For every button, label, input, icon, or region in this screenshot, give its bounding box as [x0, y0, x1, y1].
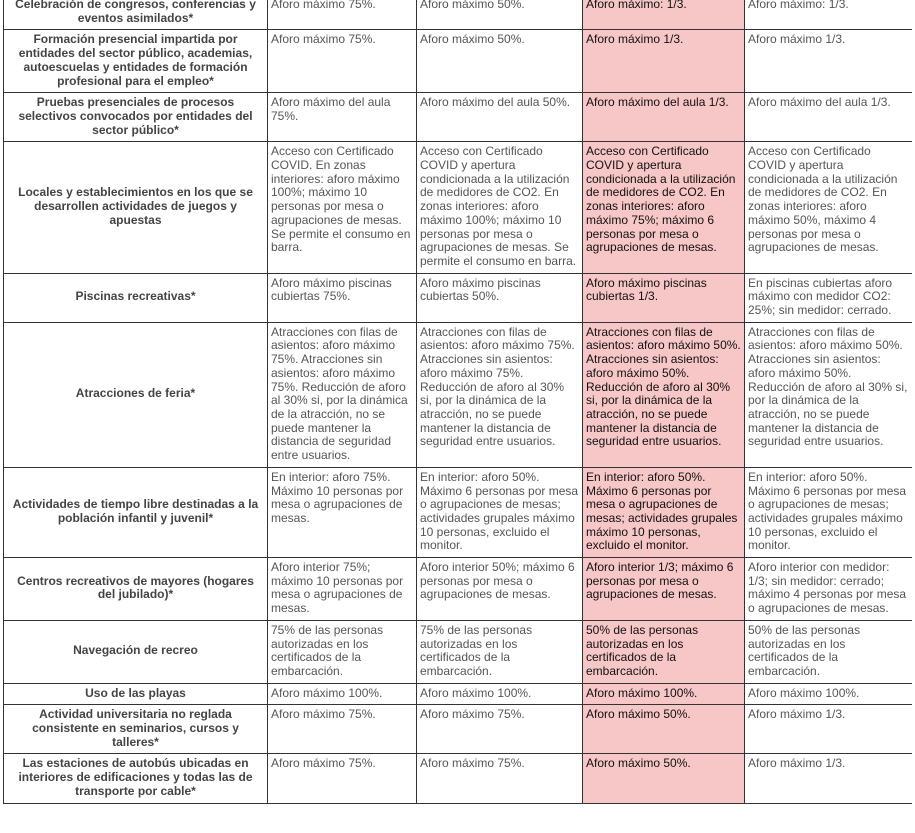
table-row	[4, 558, 913, 621]
activity-cell: Navegación de recreo	[4, 620, 268, 683]
level-4-cell: Acceso con Certificado COVID y apertura condicionada a la utilización de medidores de CO2. En zonas interiores: aforo máximo 50%, máximo 4 personas por mesa o agrupaciones de mesas.	[745, 142, 913, 273]
level-1-cell: Acceso con Certificado COVID. En zonas interiores: aforo máximo 100%; máximo 10 personas por mesa o agrupaciones de mesas. Se permite el consumo en barra.	[268, 142, 417, 273]
activity-cell: Piscinas recreativas*	[4, 273, 268, 322]
level-4-cell: Aforo máximo 1/3.	[745, 705, 913, 754]
level-1-cell: Aforo máximo 100%.	[268, 683, 417, 705]
level-3-cell-highlighted: Acceso con Certificado COVID y apertura condicionada a la utilización de medidores de CO2. En zonas interiores: aforo máximo 75%; máximo 6 personas por mesa o agrupaciones de mesas.	[583, 142, 745, 273]
level-2-cell: Aforo máximo 50%.	[417, 30, 583, 93]
table-row	[4, 683, 913, 705]
activity-cell: Actividad universitaria no reglada consistente en seminarios, cursos y talleres*	[4, 705, 268, 754]
level-1-cell: Aforo máximo piscinas cubiertas 75%.	[268, 273, 417, 322]
level-2-cell: Aforo máximo 75%.	[417, 754, 583, 803]
level-1-cell: Atracciones con filas de asientos: aforo máximo 75%. Atracciones sin asientos: aforo máximo 75%. Reducción de aforo al 30% si, por la dinámica de la atracción, no se puede mantener la distancia de seguridad entre usuarios.	[268, 322, 417, 467]
table-row	[4, 620, 913, 683]
level-1-cell: Aforo máximo del aula 75%.	[268, 93, 417, 142]
level-1-cell: Aforo máximo 75%.	[268, 705, 417, 754]
level-1-cell: Aforo interior 75%; máximo 10 personas por mesa o agrupaciones de mesas.	[268, 558, 417, 621]
level-4-cell: Aforo máximo 1/3.	[745, 30, 913, 93]
activity-cell: Actividades de tiempo libre destinadas a la población infantil y juvenil*	[4, 467, 268, 557]
table-row	[4, 93, 913, 142]
level-4-cell: En piscinas cubiertas aforo máximo con medidor CO2: 25%; sin medidor: cerrado.	[745, 273, 913, 322]
level-2-cell: Atracciones con filas de asientos: aforo máximo 75%. Atracciones sin asientos: aforo máximo 75%. Reducción de aforo al 30% si, por la dinámica de la atracción, no se puede mantener la distancia de seguridad entre usuarios.	[417, 322, 583, 467]
table-row	[4, 322, 913, 467]
level-2-cell: Acceso con Certificado COVID y apertura condicionada a la utilización de medidores de CO2. En zonas interiores: aforo máximo 100%; máximo 10 personas por mesa o agrupaciones de mesas. Se permite el consumo en barra.	[417, 142, 583, 273]
level-2-cell: Aforo máximo del aula 50%.	[417, 93, 583, 142]
level-2-cell: Aforo máximo 50%.	[417, 0, 583, 30]
activity-cell: Locales y establecimientos en los que se desarrollen actividades de juegos y apuestas	[4, 142, 268, 273]
level-3-cell-highlighted: Aforo máximo del aula 1/3.	[583, 93, 745, 142]
level-3-cell-highlighted: 50% de las personas autorizadas en los certificados de la embarcación.	[583, 620, 745, 683]
level-1-cell: 75% de las personas autorizadas en los certificados de la embarcación.	[268, 620, 417, 683]
activity-cell: Pruebas presenciales de procesos selectivos convocados por entidades del sector público*	[4, 93, 268, 142]
table-row	[4, 0, 913, 30]
level-1-cell: Aforo máximo 75%.	[268, 754, 417, 803]
level-3-cell-highlighted: Aforo máximo: 1/3.	[583, 0, 745, 30]
level-3-cell-highlighted: Aforo máximo 50%.	[583, 705, 745, 754]
level-1-cell: Aforo máximo 75%.	[268, 30, 417, 93]
activity-cell: Celebración de congresos, conferencias y eventos asimilados*	[4, 0, 268, 30]
level-3-cell-highlighted: Aforo máximo piscinas cubiertas 1/3.	[583, 273, 745, 322]
level-3-cell-highlighted: En interior: aforo 50%. Máximo 6 personas por mesa o agrupaciones de mesas; actividades grupales máximo 10 personas, excluido el monitor.	[583, 467, 745, 557]
table-row	[4, 705, 913, 754]
table-row	[4, 754, 913, 803]
activity-cell: Atracciones de feria*	[4, 322, 268, 467]
level-2-cell: 75% de las personas autorizadas en los certificados de la embarcación.	[417, 620, 583, 683]
level-2-cell: Aforo interior 50%; máximo 6 personas por mesa o agrupaciones de mesas.	[417, 558, 583, 621]
table-row	[4, 467, 913, 557]
level-4-cell: Aforo interior con medidor: 1/3; sin medidor: cerrado; máximo 4 personas por mesa o agrupaciones de mesas.	[745, 558, 913, 621]
level-4-cell: Aforo máximo 100%.	[745, 683, 913, 705]
level-1-cell: En interior: aforo 75%. Máximo 10 personas por mesa o agrupaciones de mesas.	[268, 467, 417, 557]
level-4-cell: Aforo máximo del aula 1/3.	[745, 93, 913, 142]
level-2-cell: En interior: aforo 50%. Máximo 6 personas por mesa o agrupaciones de mesas; actividades grupales máximo 10 personas, excluido el monitor.	[417, 467, 583, 557]
table-row	[4, 142, 913, 273]
level-3-cell-highlighted: Atracciones con filas de asientos: aforo máximo 50%. Atracciones sin asientos: aforo máximo 50%. Reducción de aforo al 30% si, por la dinámica de la atracción, no se puede mantener la distancia de seguridad entre usuarios.	[583, 322, 745, 467]
level-2-cell: Aforo máximo piscinas cubiertas 50%.	[417, 273, 583, 322]
level-4-cell: Aforo máximo 1/3.	[745, 754, 913, 803]
level-3-cell-highlighted: Aforo máximo 1/3.	[583, 30, 745, 93]
level-4-cell: 50% de las personas autorizadas en los certificados de la embarcación.	[745, 620, 913, 683]
level-4-cell: Aforo máximo: 1/3.	[745, 0, 913, 30]
level-2-cell: Aforo máximo 75%.	[417, 705, 583, 754]
level-4-cell: Atracciones con filas de asientos: aforo máximo 50%. Atracciones sin asientos: aforo máximo 50%. Reducción de aforo al 30% si, por la dinámica de la atracción, no se puede mantener la distancia de seguridad entre usuarios.	[745, 322, 913, 467]
level-3-cell-highlighted: Aforo máximo 50%.	[583, 754, 745, 803]
level-1-cell: Aforo máximo 75%.	[268, 0, 417, 30]
activity-cell: Formación presencial impartida por entidades del sector público, academias, autoescuelas y entidades de formación profesional para el empleo*	[4, 30, 268, 93]
measures-table-container	[3, 0, 912, 833]
table-row	[4, 30, 913, 93]
activity-cell: Las estaciones de autobús ubicadas en interiores de edificaciones y todas las de transporte por cable*	[4, 754, 268, 803]
level-4-cell: En interior: aforo 50%. Máximo 6 personas por mesa o agrupaciones de mesas; actividades grupales máximo 10 personas, excluido el monitor.	[745, 467, 913, 557]
level-2-cell: Aforo máximo 100%.	[417, 683, 583, 705]
measures-table	[3, 0, 912, 804]
level-3-cell-highlighted: Aforo interior 1/3; máximo 6 personas por mesa o agrupaciones de mesas.	[583, 558, 745, 621]
table-row	[4, 273, 913, 322]
activity-cell: Centros recreativos de mayores (hogares del jubilado)*	[4, 558, 268, 621]
level-3-cell-highlighted: Aforo máximo 100%.	[583, 683, 745, 705]
activity-cell: Uso de las playas	[4, 683, 268, 705]
